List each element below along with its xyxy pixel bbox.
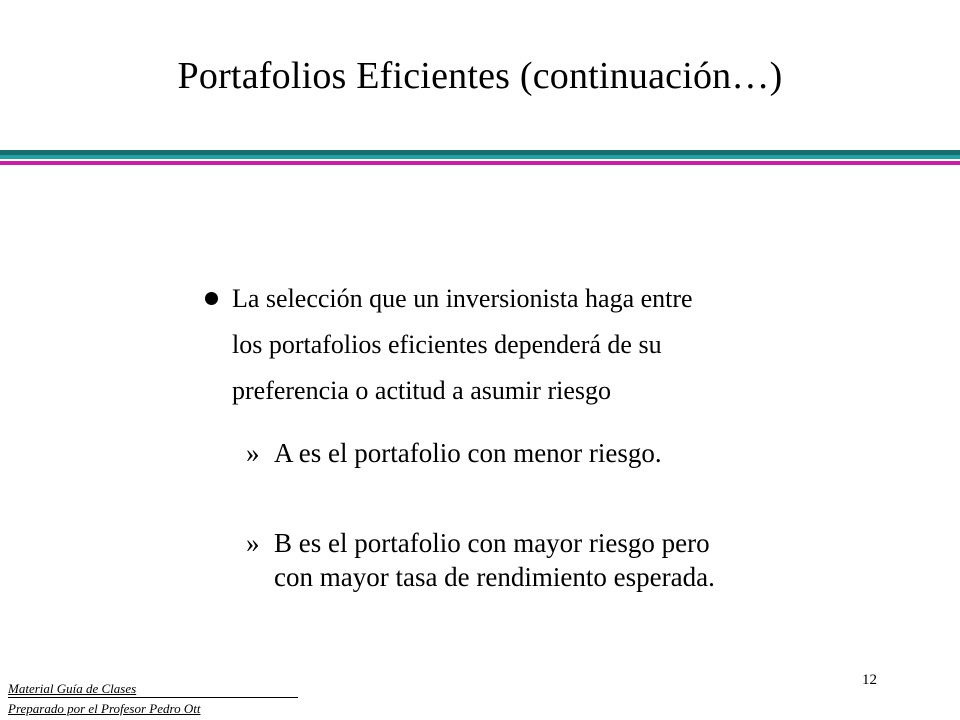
divider-rule-teal: [0, 155, 960, 159]
footer-line-1: Material Guía de Clases: [8, 681, 137, 696]
sub-bullet-b-line-2: con mayor tasa de rendimiento esperada.: [274, 562, 715, 592]
page-number: 12: [862, 672, 877, 688]
footer-material-label: [8, 680, 298, 698]
divider-rule-magenta: [0, 161, 960, 165]
sub-bullet-a-line-1: A es el portafolio con menor riesgo.: [274, 438, 662, 468]
slide-title: Portafolios Eficientes (continuación…): [177, 55, 783, 97]
main-bullet-line-3: preferencia o actitud a asumir riesgo: [232, 376, 611, 405]
sub-bullet-b-text: [274, 526, 834, 594]
main-bullet-text: [232, 276, 832, 414]
main-bullet-line-1: La selección que un inversionista haga entre: [232, 284, 693, 313]
sub-bullet-b-line-1: B es el portafolio con mayor riesgo pero: [274, 528, 710, 558]
main-bullet-line-2: los portafolios eficientes dependerá de su: [232, 330, 662, 359]
sub-bullet-a-text: [274, 436, 834, 470]
title-divider: [0, 148, 960, 168]
sub-bullet-marker: »: [246, 438, 260, 468]
sub-bullet-marker: »: [246, 528, 260, 558]
bullet-dot-icon: [205, 292, 218, 305]
footer-author-label: Preparado por el Profesor Pedro Ott: [8, 701, 201, 716]
